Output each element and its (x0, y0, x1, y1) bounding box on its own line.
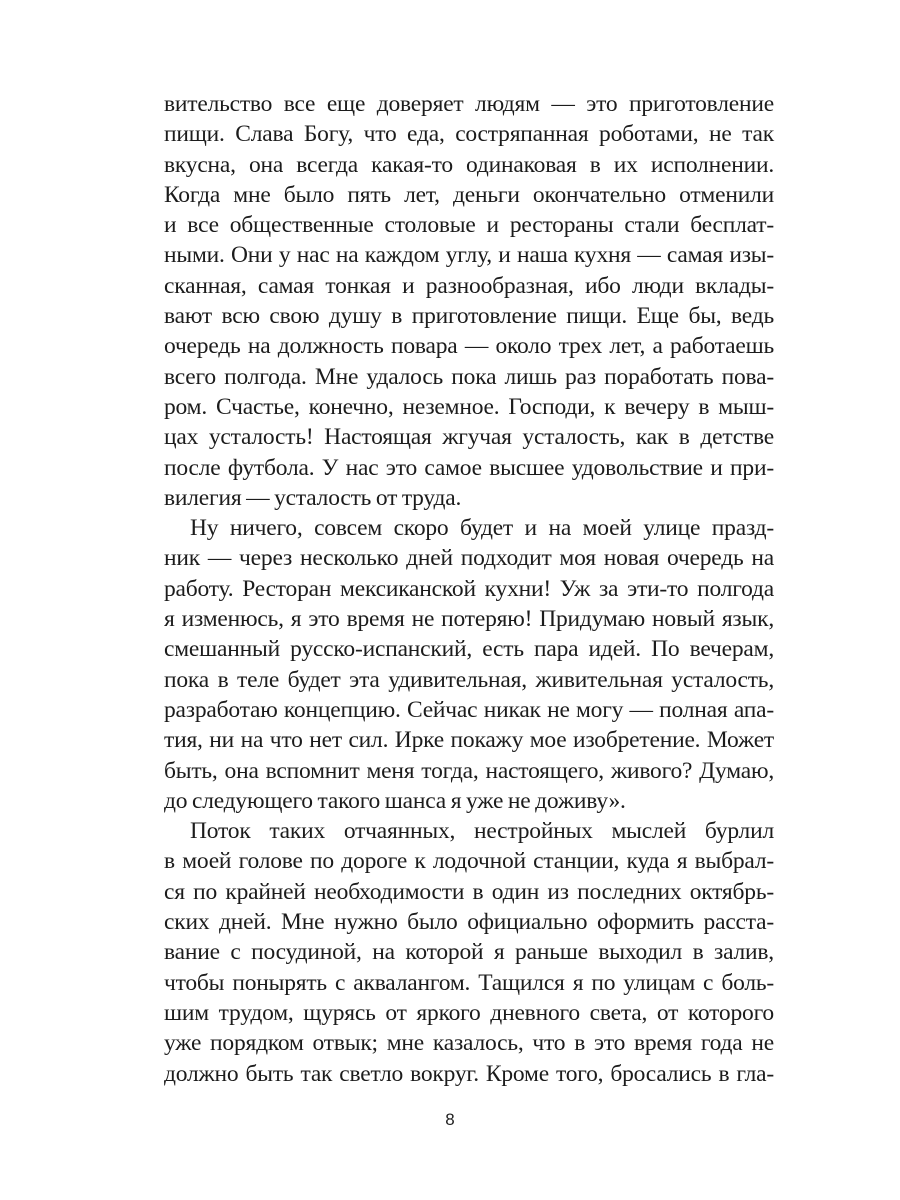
body-text (164, 89, 774, 1089)
text-line: вительство все еще доверяет людям — это приготовление (164, 91, 774, 117)
text-line: Ну ничего, совсем скоро будет и на моей улице празд- (190, 515, 774, 542)
text-line: сканная, самая тонкая и разнообразная, ибо люди вклады- (164, 272, 774, 299)
text-line: я изменюсь, я это время не потеряю! Придумаю новый язык, (164, 606, 774, 633)
text-line: работу. Ресторан мексиканской кухни! Уж за эти-то полгода (164, 575, 774, 602)
text-line: пока в теле будет эта удивительная, живительная усталость, (164, 666, 774, 693)
text-line: цах усталость! Настоящая жгучая усталость, как в детстве (164, 424, 774, 451)
text-line: ся по крайней необходимости в один из последних октябрь- (164, 878, 774, 905)
paragraph-3 (164, 816, 774, 1089)
text-line: разработаю концепцию. Сейчас никак не могу — полная апа- (164, 696, 774, 723)
text-line: тия, ни на что нет сил. Ирке покажу мое изобретение. Может (164, 727, 774, 754)
text-line: ник — через несколько дней подходит моя новая очередь на (164, 545, 774, 572)
text-line: после футбола. У нас это самое высшее удовольствие и при- (164, 454, 774, 481)
page-number: 8 (445, 1110, 455, 1129)
text-line: чтобы понырять с аквалангом. Тащился я по улицам с боль- (164, 969, 774, 996)
text-line: вают всю свою душу в приготовление пищи. Еще бы, ведь (164, 303, 774, 330)
text-line: ром. Счастье, конечно, неземное. Господи, к вечеру в мыш- (164, 393, 774, 420)
text-line: вание с посудиной, на которой я раньше выходил в залив, (164, 939, 774, 966)
text-line: должно быть так светло вокруг. Кроме того, бросались в гла- (164, 1060, 774, 1087)
text-line: смешанный русско-испанский, есть пара идей. По вечерам, (164, 636, 774, 663)
text-line: всего полгода. Мне удалось пока лишь раз поработать пова- (164, 363, 774, 390)
paragraph-2 (164, 513, 774, 816)
text-line: ными. Они у нас на каждом углу, и наша кухня — самая изы- (164, 242, 774, 269)
text-line: в моей голове по дороге к лодочной станции, куда я выбрал- (164, 848, 774, 875)
text-line: и все общественные столовые и рестораны стали бесплат- (164, 212, 774, 239)
text-line: Поток таких отчаянных, нестройных мыслей бурлил (190, 818, 774, 845)
text-line: пищи. Слава Богу, что еда, состряпанная роботами, не так (164, 121, 774, 148)
paragraph-1 (164, 89, 774, 513)
text-line: очередь на должность повара — около трех лет, а работаешь (164, 333, 774, 360)
text-line: до следующего такого шанса я уже не доживу». (164, 787, 626, 814)
text-line: уже порядком отвык; мне казалось, что в это время года не (164, 1030, 774, 1057)
text-line: Когда мне было пять лет, деньги окончательно отменили (164, 181, 774, 208)
text-line: быть, она вспомнит меня тогда, настоящего, живого? Думаю, (164, 757, 774, 784)
text-line: шим трудом, щурясь от яркого дневного света, от которого (164, 999, 774, 1026)
text-line: вилегия — усталость от труда. (164, 484, 462, 511)
text-line: ских дней. Мне нужно было официально оформить расста- (164, 909, 774, 936)
text-line: вкусна, она всегда какая-то одинаковая в их исполнении. (164, 151, 774, 178)
